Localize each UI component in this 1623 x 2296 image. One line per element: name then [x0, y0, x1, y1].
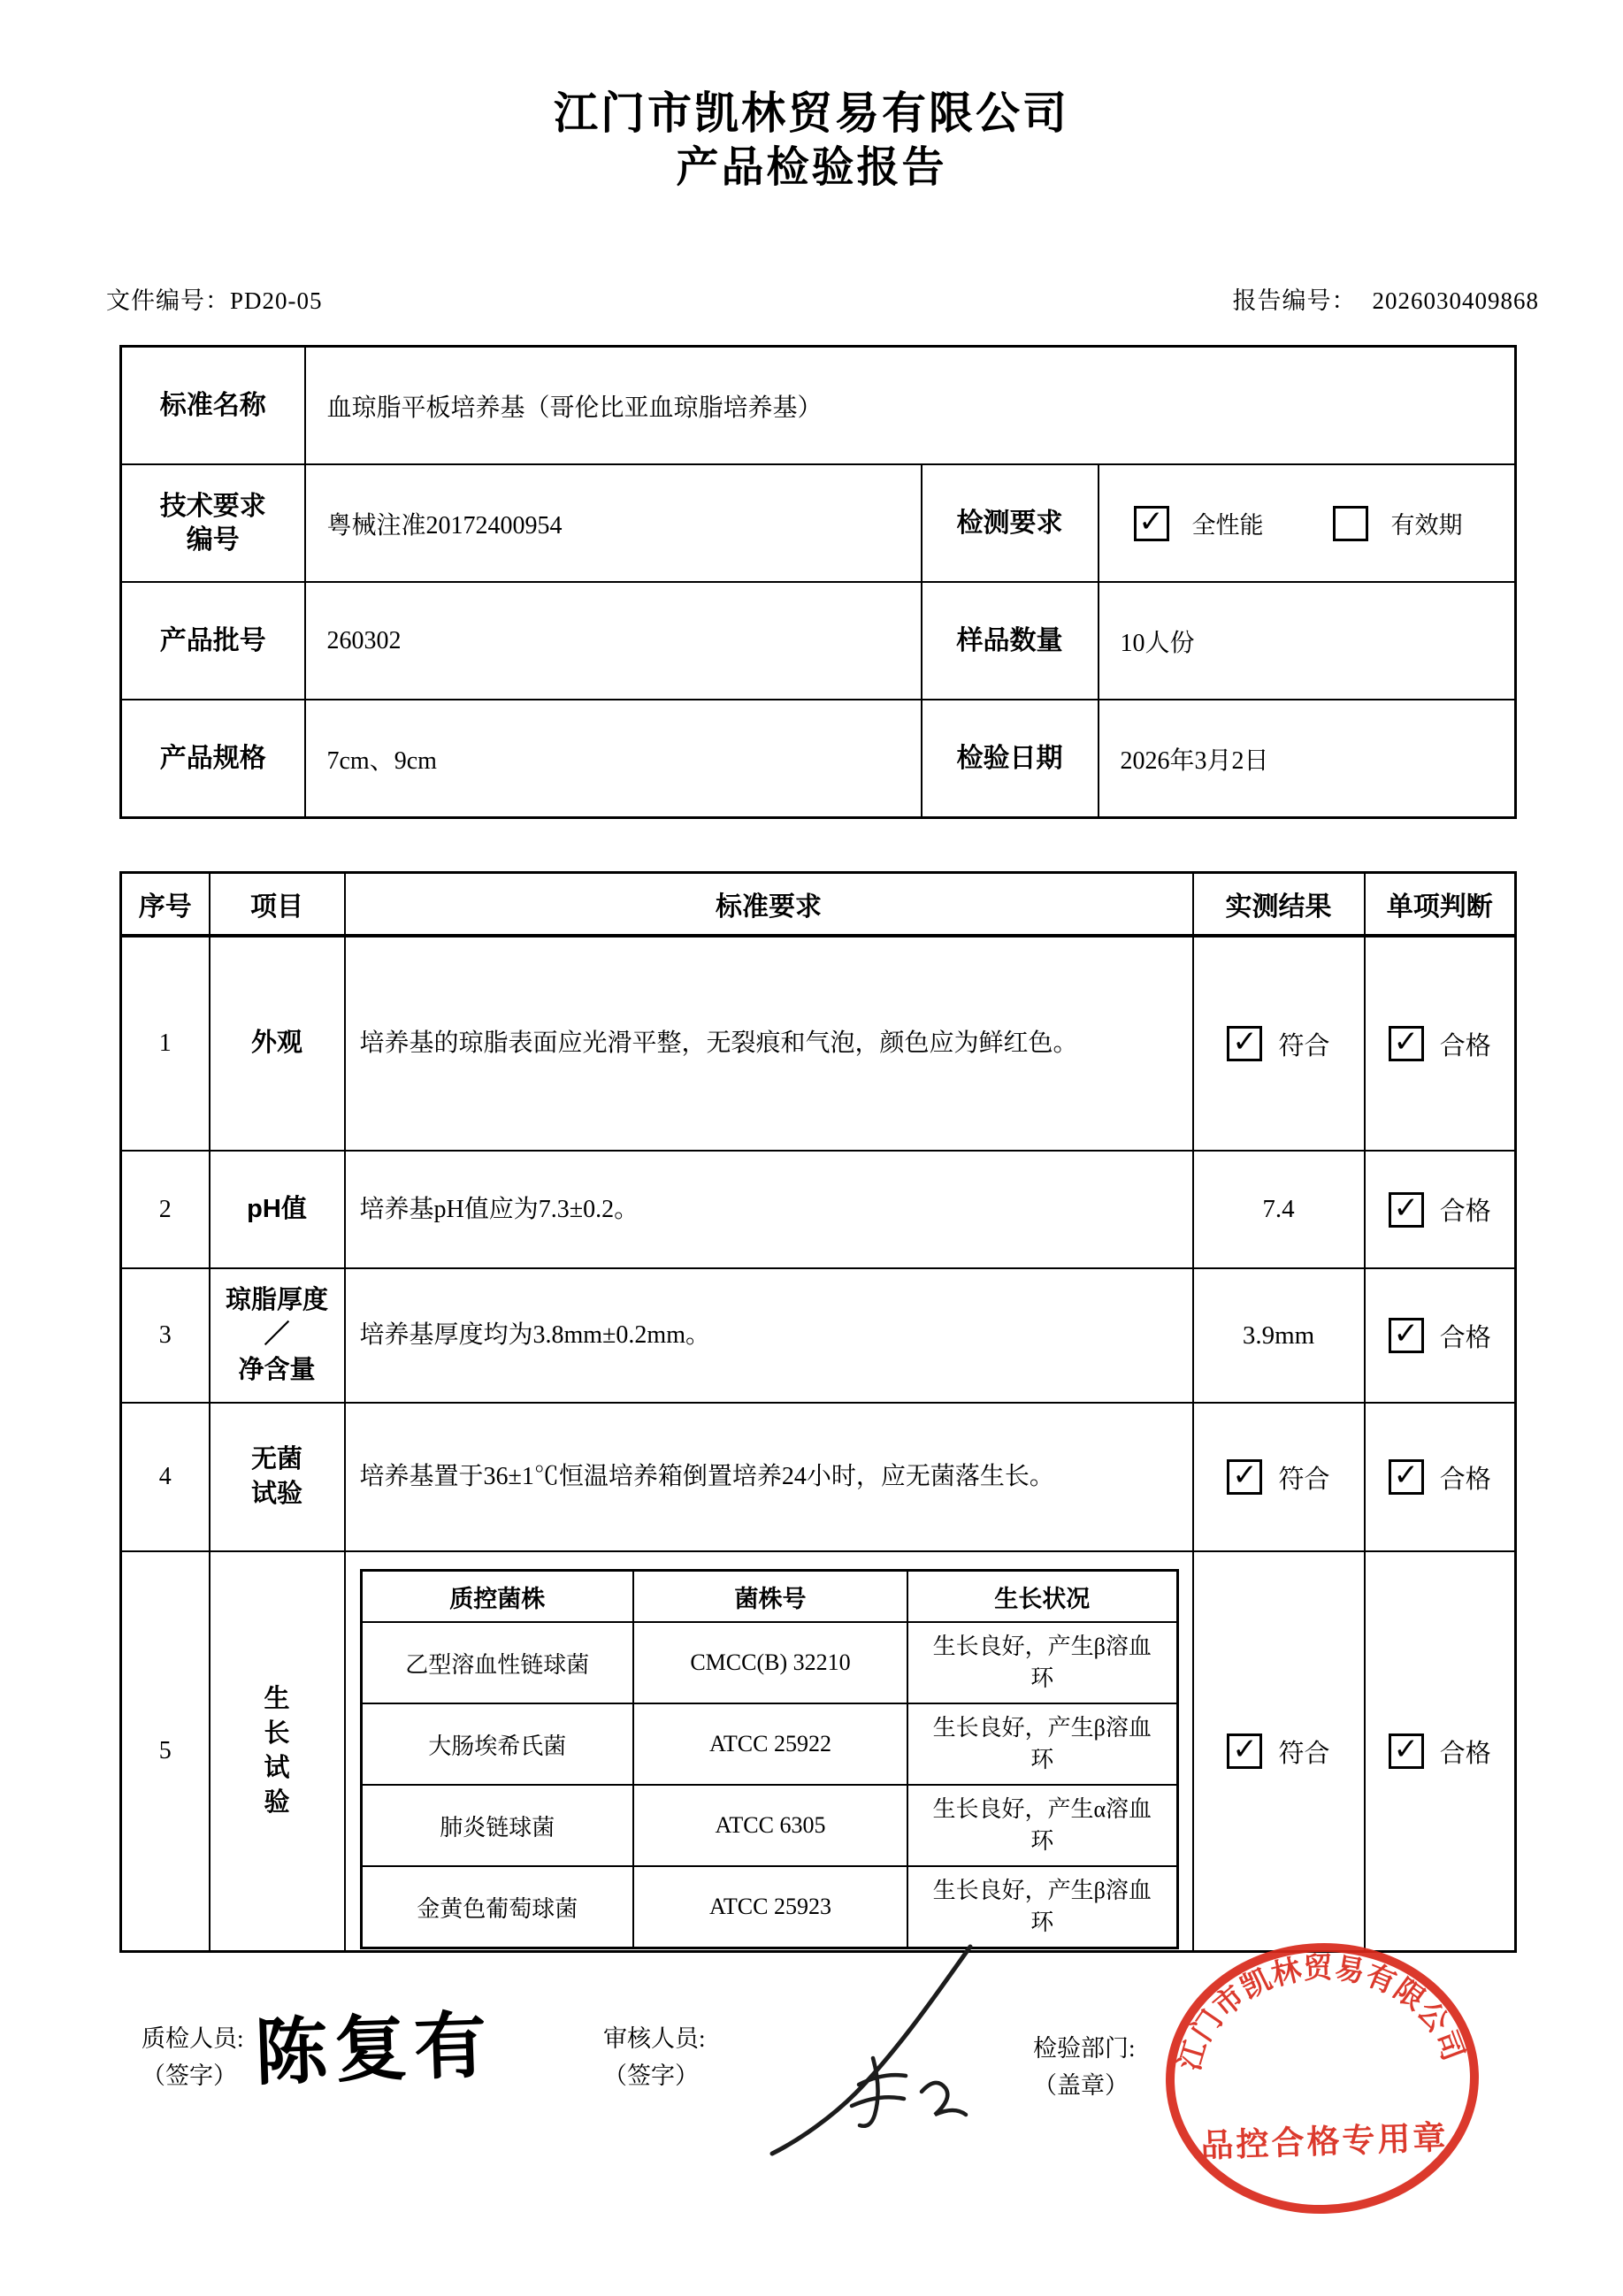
svg-text:江门市凯林贸易有限公司 [1169, 1946, 1472, 2075]
check-icon: ✓ [1232, 1732, 1258, 1767]
row-judgment: ✓ 合格 [1365, 1151, 1516, 1268]
row-item: 外观 [210, 936, 345, 1151]
table-row [361, 1785, 1177, 1866]
growth-test-cell [345, 1551, 1193, 1952]
growth-test-table [360, 1569, 1179, 1949]
row-result: 3.9mm [1193, 1268, 1365, 1403]
row-item: 无菌 试验 [210, 1403, 345, 1551]
file-number-label: 文件编号： [106, 287, 230, 314]
reviewer-label: 审核人员: （签字） [603, 2025, 706, 2089]
row-no: 5 [121, 1551, 210, 1952]
check-icon: ✓ [1393, 1732, 1419, 1767]
tech-requirement-value: 粤械注准20172400954 [305, 464, 922, 582]
report-number-value: 2026030409868 [1372, 287, 1539, 314]
checkbox-judgment [1389, 1459, 1424, 1495]
col-header-no: 序号 [121, 873, 210, 937]
row-item: 生 长 试 验 [210, 1551, 345, 1952]
inspection-date-value: 2026年3月2日 [1099, 700, 1516, 818]
row-judgment: ✓ 合格 [1365, 1403, 1516, 1551]
check-icon: ✓ [1232, 1458, 1258, 1493]
strain-name: 肺炎链球菌 [361, 1785, 633, 1866]
check-icon: ✓ [1232, 1024, 1258, 1060]
checkbox-validity-period-label: 有效期 [1390, 512, 1463, 539]
col-header-judgment: 单项判断 [1365, 873, 1516, 937]
sample-quantity-label: 样品数量 [922, 582, 1099, 700]
table-row [121, 1268, 1516, 1403]
info-table [119, 345, 1517, 819]
strain-code: CMCC(B) 32210 [633, 1622, 907, 1703]
checkbox-full-performance-label: 全性能 [1191, 512, 1264, 539]
qc-signer-label: 质检人员: （签字） [142, 2025, 244, 2089]
checkbox-result [1227, 1026, 1262, 1061]
growth-status: 生长良好，产生β溶血环 [907, 1703, 1177, 1785]
standard-name-label: 标准名称 [121, 347, 305, 465]
table-row [121, 582, 1516, 700]
row-result: 7.4 [1193, 1151, 1365, 1268]
col-header-strain: 质控菌株 [361, 1571, 633, 1623]
product-spec-value: 7cm、9cm [305, 700, 922, 818]
col-header-requirement: 标准要求 [345, 873, 1193, 937]
row-requirement: 培养基置于36±1℃恒温培养箱倒置培养24小时，应无菌落生长。 [345, 1403, 1193, 1551]
table-row [121, 1403, 1516, 1551]
tech-requirement-label: 技术要求 编号 [121, 464, 305, 582]
seal-company-text: 江门市凯林贸易有限公司 [1172, 1950, 1471, 2074]
inspection-date-label: 检验日期 [922, 700, 1099, 818]
row-requirement: 培养基pH值应为7.3±0.2。 [345, 1151, 1193, 1268]
company-title: 江门市凯林贸易有限公司 [554, 88, 1069, 138]
sample-quantity-value: 10人份 [1099, 582, 1516, 700]
row-item: 琼脂厚度 ／ 净含量 [210, 1268, 345, 1403]
row-requirement: 培养基的琼脂表面应光滑平整，无裂痕和气泡，颜色应为鲜红色。 [345, 936, 1193, 1151]
col-header-result: 实测结果 [1193, 873, 1365, 937]
row-judgment: ✓ 合格 [1365, 1551, 1516, 1952]
table-row [121, 936, 1516, 1151]
strain-name: 金黄色葡萄球菌 [361, 1866, 633, 1948]
check-icon: ✓ [1393, 1024, 1419, 1060]
checkbox-result [1227, 1733, 1262, 1769]
growth-status: 生长良好，产生β溶血环 [907, 1866, 1177, 1948]
check-icon: ✓ [1393, 1458, 1419, 1493]
test-requirement-label: 检测要求 [922, 464, 1099, 582]
table-row [121, 1551, 1516, 1952]
check-icon: ✓ [1138, 503, 1164, 540]
results-header-row [121, 873, 1516, 937]
row-no: 1 [121, 936, 210, 1151]
table-row [361, 1622, 1177, 1703]
table-row [121, 347, 1516, 465]
strain-code: ATCC 25922 [633, 1703, 907, 1785]
growth-status: 生长良好，产生β溶血环 [907, 1622, 1177, 1703]
row-no: 2 [121, 1151, 210, 1268]
table-row [121, 1151, 1516, 1268]
row-judgment: ✓ 合格 [1365, 1268, 1516, 1403]
strain-name: 大肠埃希氏菌 [361, 1703, 633, 1785]
row-judgment: ✓ 合格 [1365, 936, 1516, 1151]
table-row [361, 1703, 1177, 1785]
checkbox-judgment [1389, 1318, 1424, 1353]
table-row [361, 1866, 1177, 1948]
growth-header-row [361, 1571, 1177, 1623]
results-table [119, 871, 1517, 1953]
row-result: ✓ 符合 [1193, 1403, 1365, 1551]
seal-purpose-text: 品控合格专用章 [1199, 2119, 1450, 2164]
row-result: ✓ 符合 [1193, 936, 1365, 1151]
row-result: ✓ 符合 [1193, 1551, 1365, 1952]
checkbox-full-performance [1134, 503, 1169, 541]
report-title: 产品检验报告 [676, 144, 947, 191]
row-requirement: 培养基厚度均为3.8mm±0.2mm。 [345, 1268, 1193, 1403]
test-requirement-options [1099, 464, 1516, 582]
checkbox-judgment [1389, 1733, 1424, 1769]
row-no: 4 [121, 1403, 210, 1551]
table-row [121, 464, 1516, 582]
check-icon: ✓ [1393, 1316, 1419, 1351]
reviewer-signature [747, 1941, 1013, 2162]
strain-code: ATCC 6305 [633, 1785, 907, 1866]
strain-code: ATCC 25923 [633, 1866, 907, 1948]
table-row [121, 700, 1516, 818]
product-spec-label: 产品规格 [121, 700, 305, 818]
qc-signature: 陈复有 [253, 2005, 495, 2094]
company-seal-stamp [1140, 1924, 1504, 2233]
report-number-label: 报告编号： [1232, 287, 1357, 314]
checkbox-validity-period [1333, 506, 1368, 541]
file-number [106, 281, 323, 316]
file-number-value: PD20-05 [230, 287, 323, 314]
col-header-growth-status: 生长状况 [907, 1571, 1177, 1623]
checkbox-judgment [1389, 1026, 1424, 1061]
checkbox-judgment [1389, 1192, 1424, 1228]
col-header-strain-code: 菌株号 [633, 1571, 907, 1623]
check-icon: ✓ [1393, 1190, 1419, 1226]
growth-status: 生长良好，产生α溶血环 [907, 1785, 1177, 1866]
dept-label: 检验部门: （盖章） [1033, 2035, 1136, 2099]
col-header-item: 项目 [210, 873, 345, 937]
standard-name-value: 血琼脂平板培养基（哥伦比亚血琼脂培养基） [305, 347, 1516, 465]
row-item: pH值 [210, 1151, 345, 1268]
row-no: 3 [121, 1268, 210, 1403]
report-number [1233, 281, 1540, 316]
checkbox-result [1227, 1459, 1262, 1495]
batch-number-label: 产品批号 [121, 582, 305, 700]
strain-name: 乙型溶血性链球菌 [361, 1622, 633, 1703]
batch-number-value: 260302 [305, 582, 922, 700]
